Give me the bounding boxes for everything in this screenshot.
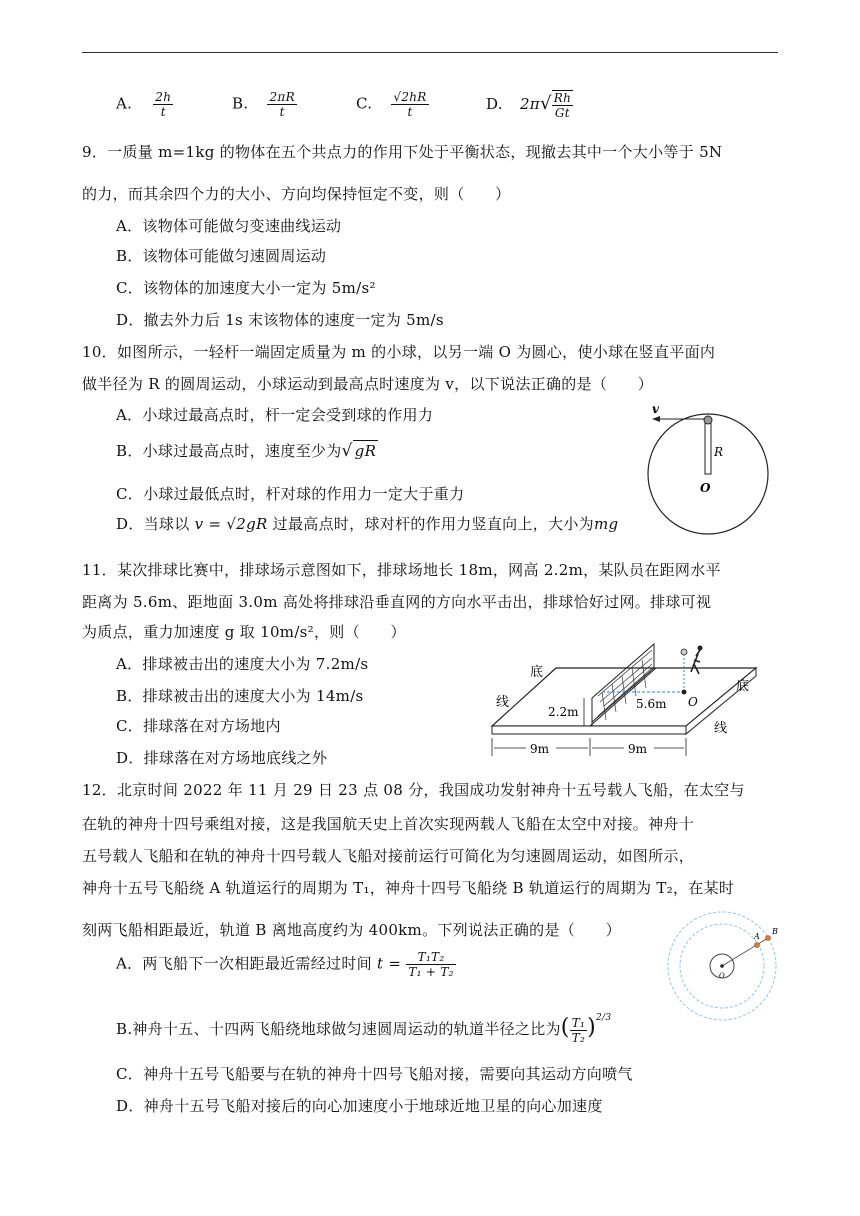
label-di-left: 底 — [530, 665, 544, 680]
label-v: v — [652, 402, 659, 416]
q11-option-d: D．排球落在对方场地底线之外 — [116, 749, 328, 767]
q10-option-c: C．小球过最低点时，杆对球的作用力一定大于重力 — [116, 485, 465, 503]
label-net-height: 2.2m — [548, 705, 579, 719]
ball — [704, 416, 712, 424]
label-A: A — [754, 932, 760, 941]
q10-stem-line1: 10．如图所示，一轻杆一端固定质量为 m 的小球，以另一端 O 为圆心，使小球在竖直平面内 — [82, 343, 716, 361]
q12-stem-line1: 12．北京时间 2022 年 11 月 29 日 23 点 08 分，我国成功发射神舟十五号载人飞船，在太空与 — [82, 781, 745, 799]
radius-line — [722, 938, 768, 966]
spacecraft-A — [755, 943, 760, 948]
q10-option-d: D．当球以 v = √2gR 过最高点时，球对杆的作用力竖直向上，大小为mg — [116, 515, 619, 533]
label-B: B — [772, 927, 778, 936]
arrowhead-icon — [652, 416, 660, 422]
q9-option-d: D．撤去外力后 1s 末该物体的速度一定为 5m/s — [116, 311, 444, 329]
q8-option-b: B. $\frac{2\pi R}{t}$ — [232, 90, 295, 119]
q12-stem-line3: 五号载人飞船和在轨的神舟十四号载人飞船对接前运行可简化为匀速圆周运动，如图所示， — [82, 847, 695, 865]
q12-option-b: B.神舟十五、十四两飞船绕地球做匀速圆周运动的轨道半径之比为( $\frac{\text{T₁}}{\text{T₂}}$ )$^{2/3}$ — [116, 1013, 612, 1045]
light-rod — [705, 422, 711, 474]
q9-option-c: C．该物体的加速度大小一定为 5m/s² — [116, 279, 376, 297]
header-rule — [82, 52, 778, 53]
q10-figure — [640, 400, 780, 536]
q12-orbit-figure — [664, 904, 784, 1024]
label-di-right: 底 — [736, 679, 750, 694]
spacecraft-B — [766, 936, 771, 941]
q12-option-d: D．神舟十五号飞船对接后的向心加速度小于地球近地卫星的向心加速度 — [116, 1097, 603, 1115]
q10-option-a: A．小球过最高点时，杆一定会受到球的作用力 — [116, 406, 434, 424]
q8-option-d: D. 2π√ $\frac{Rh}{Gt}$ — [486, 91, 572, 120]
q9-option-a: A．该物体可能做匀变速曲线运动 — [116, 217, 342, 235]
q11-court-figure — [486, 640, 778, 760]
q11-option-c: C．排球落在对方场地内 — [116, 717, 281, 735]
q9-stem-line1: 9．一质量 m=1kg 的物体在五个共点力的作用下处于平衡状态，现撤去其中一个大小等于 5N — [82, 143, 723, 161]
label-O: O — [719, 972, 725, 980]
q9-option-b: B．该物体可能做匀速圆周运动 — [116, 247, 327, 265]
q11-option-a: A．排球被击出的速度大小为 7.2m/s — [116, 655, 369, 673]
label-O: O — [688, 695, 698, 709]
label-half-left: 9m — [530, 742, 550, 756]
player-head-icon — [698, 646, 703, 651]
volleyball-icon — [681, 649, 687, 655]
q11-stem-line2: 距离为 5.6m、距地面 3.0m 高处将排球沿垂直网的方向水平击出，排球恰好过网。排球可视 — [82, 593, 712, 611]
point-O — [682, 690, 687, 695]
label-half-right: 9m — [628, 742, 648, 756]
court-edge — [492, 726, 686, 734]
q8-option-a: A. $\frac{2h}{t}$ — [116, 90, 172, 119]
q11-stem-line1: 11．某次排球比赛中，排球场示意图如下，排球场地长 18m，网高 2.2m，某队员在距网水平 — [82, 561, 721, 579]
q8-option-c: C. $\frac{√2hR}{t}$ — [356, 90, 427, 119]
q12-stem-line4: 神舟十五号飞船绕 A 轨道运行的周期为 T₁，神舟十四号飞船绕 B 轨道运行的周期为 T₂，在某时 — [82, 879, 735, 897]
label-distance: 5.6m — [636, 697, 667, 711]
q10-option-b: B．小球过最高点时，速度至少为√ gR — [116, 441, 377, 461]
q12-stem-line5: 刻两飞船相距最近，轨道 B 离地高度约为 400km。下列说法正确的是（ ） — [82, 921, 621, 939]
center-O — [720, 964, 724, 968]
label-xian-right: 线 — [714, 721, 728, 736]
q11-option-b: B．排球被击出的速度大小为 14m/s — [116, 687, 364, 705]
q12-option-a: A．两飞船下一次相距最近需经过时间 t = $\frac{\text{T₁T₂}}{\text{T₁ + T₂}}$ — [116, 950, 454, 979]
q10-stem-line2: 做半径为 R 的圆周运动，小球运动到最高点时速度为 v，以下说法正确的是（ ） — [82, 375, 654, 393]
label-xian-left: 线 — [496, 695, 510, 710]
q9-stem-line2: 的力，而其余四个力的大小、方向均保持恒定不变，则（ ） — [82, 185, 511, 203]
q12-stem-line2: 在轨的神舟十四号乘组对接，这是我国航天史上首次实现两载人飞船在太空中对接。神舟十 — [82, 815, 695, 833]
label-R: R — [714, 445, 724, 459]
q12-option-c: C．神舟十五号飞船要与在轨的神舟十四号飞船对接，需要向其运动方向喷气 — [116, 1065, 633, 1083]
label-O: O — [700, 481, 711, 495]
q11-stem-line3: 为质点，重力加速度 g 取 10m/s²，则（ ） — [82, 623, 406, 641]
